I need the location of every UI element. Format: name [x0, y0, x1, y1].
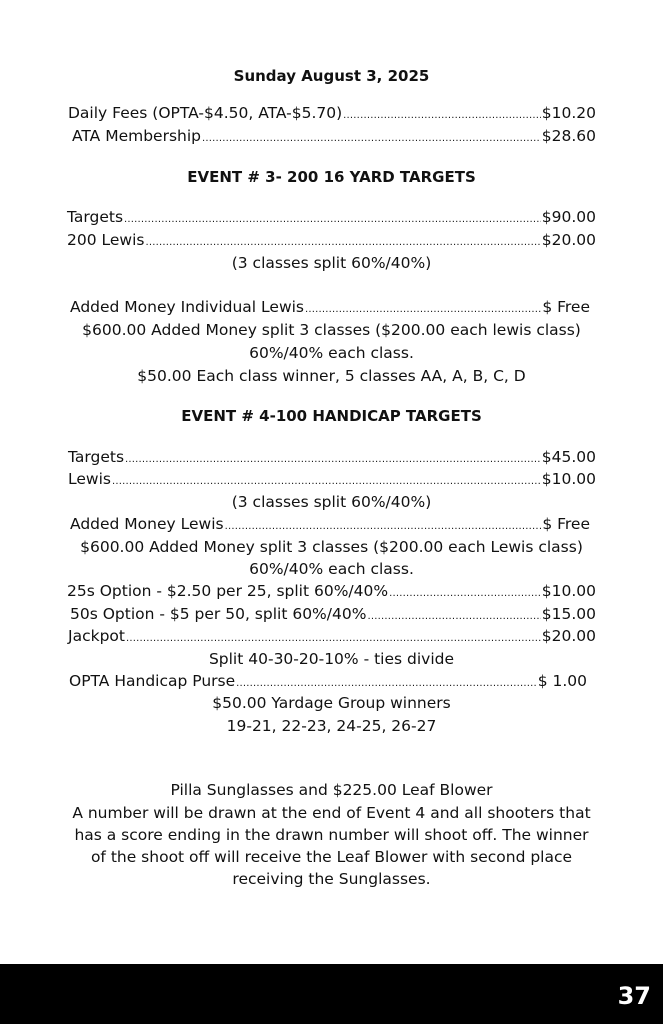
event4-row-lewis — [68, 468, 596, 493]
row-label: Targets — [67, 208, 124, 226]
event4-line: $600.00 Added Money split 3 classes ($200.00 each Lewis class) — [80, 538, 583, 556]
row-amount: $20.00 — [541, 231, 596, 249]
row-amount: $ Free — [542, 515, 590, 533]
event4-title: EVENT # 4-100 HANDICAP TARGETS — [181, 407, 482, 425]
row-amount: $90.00 — [541, 208, 596, 226]
prize-description: A number will be drawn at the end of Event 4 and all shooters that has a score ending in the drawn number will shoot off. The winner of the shoot off will receive the Leaf Blower with second place receiving the Sunglasses. — [72, 804, 591, 888]
row-label: Lewis — [68, 470, 111, 488]
event4-jackpot-split: Split 40-30-20-10% - ties divide — [208, 650, 455, 668]
row-label: 200 Lewis — [67, 231, 145, 249]
event4-jackpot — [68, 625, 596, 650]
event4-yardage-line: $50.00 Yardage Group winners — [212, 694, 451, 712]
row-label: Jackpot — [68, 627, 125, 645]
event3-split-note: (3 classes split 60%/40%) — [231, 254, 432, 272]
fee-label: ATA Membership — [72, 127, 201, 145]
event3-line: $600.00 Added Money split 3 classes ($200.00 each lewis class) — [82, 321, 581, 339]
leader-dots — [126, 628, 541, 650]
row-label: Targets — [68, 448, 125, 466]
event4-added-money — [70, 513, 590, 538]
fee-amount: $28.60 — [541, 127, 596, 145]
leader-dots — [112, 471, 541, 493]
event4-yardage-groups: 19-21, 22-23, 24-25, 26-27 — [226, 717, 437, 735]
leader-dots — [225, 516, 542, 538]
event3-line: 60%/40% each class. — [249, 344, 414, 362]
row-label: OPTA Handicap Purse — [69, 672, 236, 690]
page-number: 37 — [617, 982, 651, 1010]
event4-line: 60%/40% each class. — [249, 560, 414, 578]
leader-dots — [124, 209, 541, 231]
date-heading: Sunday August 3, 2025 — [233, 67, 430, 85]
leader-dots — [389, 583, 541, 605]
event4-option-25s — [67, 580, 596, 605]
row-label: 25s Option - $2.50 per 25, split 60%/40% — [67, 582, 389, 600]
row-amount: $15.00 — [541, 605, 596, 623]
row-amount: $45.00 — [541, 448, 596, 466]
fee-label: Daily Fees (OPTA-$4.50, ATA-$5.70) — [68, 104, 343, 122]
fee-row-daily — [68, 102, 596, 127]
row-label: Added Money Individual Lewis — [70, 298, 304, 316]
event3-line: $50.00 Each class winner, 5 classes AA, A, B, C, D — [137, 367, 526, 385]
event3-row-targets — [67, 206, 596, 231]
fee-amount: $10.20 — [541, 104, 596, 122]
row-amount: $20.00 — [541, 627, 596, 645]
event3-title: EVENT # 3- 200 16 YARD TARGETS — [187, 168, 476, 186]
row-amount: $ Free — [542, 298, 590, 316]
row-label: 50s Option - $5 per 50, split 60%/40% — [70, 605, 367, 623]
leader-dots — [202, 128, 541, 150]
footer-bar — [0, 964, 663, 1024]
fee-row-membership — [72, 125, 596, 150]
row-amount: $10.00 — [541, 582, 596, 600]
leader-dots — [145, 232, 540, 254]
event3-added-money — [70, 296, 590, 321]
event3-row-lewis — [67, 229, 596, 254]
leader-dots — [343, 105, 541, 127]
row-amount: $ 1.00 — [537, 672, 587, 690]
leader-dots — [305, 299, 541, 321]
row-amount: $10.00 — [541, 470, 596, 488]
event4-split-note: (3 classes split 60%/40%) — [231, 493, 432, 511]
row-label: Added Money Lewis — [70, 515, 224, 533]
prize-title: Pilla Sunglasses and $225.00 Leaf Blower — [170, 781, 493, 799]
